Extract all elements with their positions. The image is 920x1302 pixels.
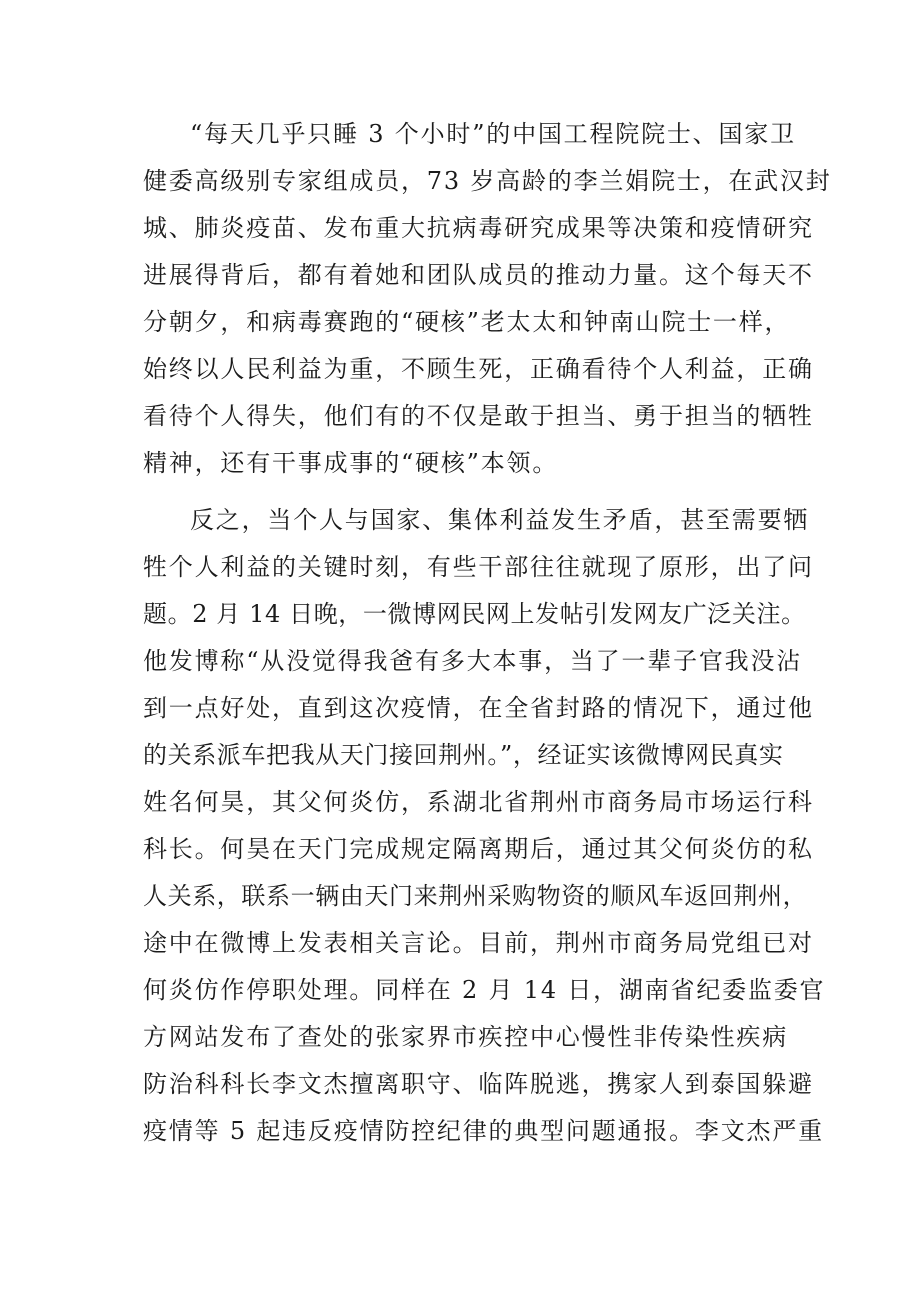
text-line: 牲个人利益的关键时刻，有些干部往往就现了原形，出了问 xyxy=(143,553,814,581)
text-line: 到一点好处，直到这次疫情，在全省封路的情况下，通过他 xyxy=(143,694,814,722)
text-line: 方网站发布了查处的张家界市疾控中心慢性非传染性疾病 xyxy=(143,1023,788,1051)
text-line: 人关系，联系一辆由天门来荆州采购物资的顺风车返回荆州， xyxy=(143,882,808,910)
text-line: 始终以人民利益为重，不顾生死，正确看待个人利益，正确 xyxy=(143,355,814,383)
text-line: 分朝夕，和病毒赛跑的“硬核”老太太和钟南山院士一样， xyxy=(143,308,791,336)
text-line: 精神，还有干事成事的“硬核”本领。 xyxy=(143,449,559,477)
text-line: 的关系派车把我从天门接回荆州。”，经证实该微博网民真实 xyxy=(143,741,784,769)
text-line: 他发博称“从没觉得我爸有多大本事，当了一辈子官我没沾 xyxy=(143,647,803,675)
text-line: 途中在微博上发表相关言论。目前，荆州市商务局党组已对 xyxy=(143,929,814,957)
text-line: “每天几乎只睡 3 个小时”的中国工程院院士、国家卫 xyxy=(190,120,796,148)
text-line: 疫情等 5 起违反疫情防控纪律的典型问题通报。李文杰严重 xyxy=(143,1117,824,1145)
text-line: 健委高级别专家组成员，73 岁高龄的李兰娟院士，在武汉封 xyxy=(143,167,832,195)
text-line: 何炎仿作停职处理。同样在 2 月 14 日，湖南省纪委监委官 xyxy=(143,976,826,1004)
text-line: 进展得背后，都有着她和团队成员的推动力量。这个每天不 xyxy=(143,261,814,289)
text-line: 姓名何昊，其父何炎仿，系湖北省荆州市商务局市场运行科 xyxy=(143,788,814,816)
text-line: 防治科科长李文杰擅离职守、临阵脱逃，携家人到泰国躲避 xyxy=(143,1070,814,1098)
text-line: 科长。何昊在天门完成规定隔离期后，通过其父何炎仿的私 xyxy=(143,835,814,863)
text-line: 看待个人得失，他们有的不仅是敢于担当、勇于担当的牺牲 xyxy=(143,402,814,430)
text-line: 反之，当个人与国家、集体利益发生矛盾，甚至需要牺 xyxy=(190,506,810,534)
text-line: 城、肺炎疫苗、发布重大抗病毒研究成果等决策和疫情研究 xyxy=(143,214,814,242)
text-line: 题。2 月 14 日晚，一微博网民网上发帖引发网友广泛关注。 xyxy=(143,600,806,628)
